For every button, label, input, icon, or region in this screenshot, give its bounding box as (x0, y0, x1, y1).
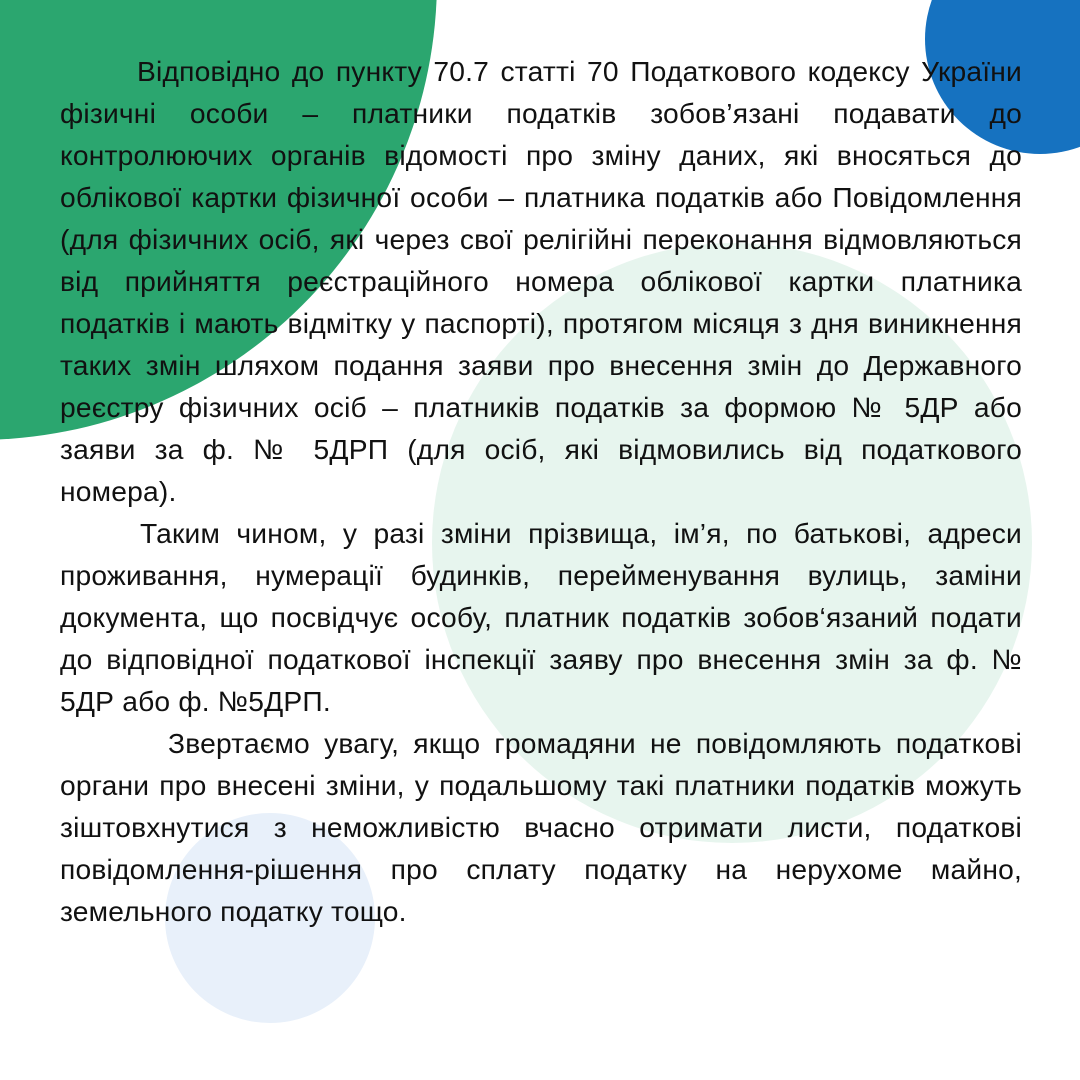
paragraph-attention-notice: Звертаємо увагу, якщо громадяни не повідомляють податкові органи про внесені зміни, у подальшому такі платники податків можуть зіштовхнутися з неможливістю вчасно отримати листи, податкові повідомлення-рішення про сплату податку на нерухоме майно, земельного податку тощо. (60, 727, 1022, 927)
paragraph-tax-code-obligation: Відповідно до пункту 70.7 статті 70 Податкового кодексу України фізичні особи – платники податків зобов’язані подавати до контролюючих органів відомості про зміну даних, які вносяться до облікової картки фізичної особи – платника податків або Повідомлення (для фізичних осіб, які через свої релігійні переконання відмовляються від прийняття реєстраційного номера облікової картки платника податків і мають відмітку у паспорті), протягом місяця з дня виникнення таких змін шляхом подання заяви про внесення змін до Державного реєстру фізичних осіб – платників податків за формою № 5ДР або заяви за ф. № 5ДРП (для осіб, які відмовились від податкового номера). (60, 55, 1022, 507)
paragraph-changes-examples: Таким чином, у разі зміни прізвища, ім’я, по батькові, адреси проживання, нумерації будинків, перейменування вулиць, заміни документа, що посвідчує особу, платник податків зобов‘язаний подати до відповідної податкової інспекції заяву про внесення змін за ф. № 5ДР або ф. №5ДРП. (60, 517, 1022, 717)
document-body (60, 50, 1022, 932)
